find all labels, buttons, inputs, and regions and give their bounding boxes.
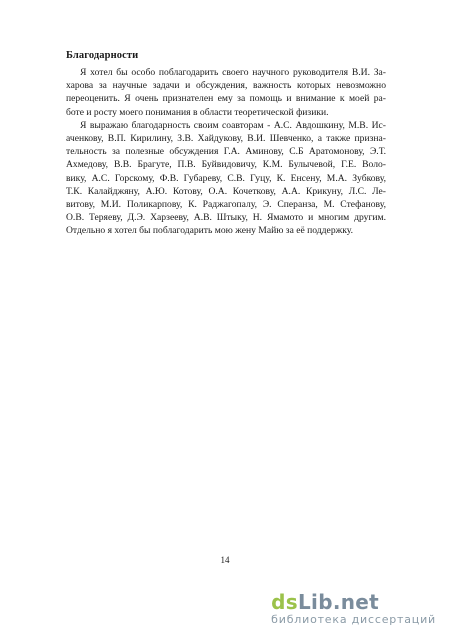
watermark-net: .net — [332, 590, 379, 614]
text-line: тельность за полезные обсуждения Г.А. Аминову, С.Б Аратомонову, Э.Т. — [66, 146, 386, 158]
text-line: Т.К. Калайджяну, А.Ю. Котову, О.А. Кочеткову, А.А. Крикуну, Л.С. Ле- — [66, 185, 386, 197]
text-line: Ахмедову, В.В. Брагуте, П.В. Буйвидовичу, К.М. Булычевой, Г.Е. Воло- — [66, 159, 386, 171]
text-line: аченкову, В.П. Кирилину, З.В. Хайдукову, В.И. Шевченко, а также призна- — [66, 133, 386, 145]
text-line: Я выражаю благодарность своим соавторам - А.С. Авдошкину, М.В. Ис- — [80, 119, 386, 131]
text-line: О.В. Теряеву, Д.Э. Харзееву, А.В. Штыку, Н. Ямамото и многим другим. — [66, 212, 386, 224]
paragraph-1 — [66, 66, 386, 119]
body-text — [66, 66, 386, 238]
dslib-watermark-logo — [271, 592, 436, 626]
text-line: переоценить. Я очень признателен ему за помощь и внимание к моей ра- — [66, 93, 386, 105]
text-line: боте и росту моего понимания в области теоретической физики. — [66, 106, 329, 118]
text-line: витову, М.И. Поликарпову, К. Раджагопалу, Э. Сперанза, М. Стефанову, — [66, 199, 386, 211]
text-line: Отдельно я хотел бы поблагодарить мою жену Майю за её поддержку. — [66, 225, 354, 237]
watermark-brand — [271, 592, 436, 612]
watermark-lib: Lib — [298, 590, 333, 614]
section-heading: Благодарности — [66, 50, 139, 61]
text-line: харова за научные задачи и обсуждения, важность которых невозможно — [66, 80, 386, 92]
watermark-ds: ds — [271, 590, 298, 614]
page-number: 14 — [220, 555, 230, 565]
watermark-subtitle: библиотека диссертаций — [271, 613, 436, 626]
paragraph-2 — [66, 119, 386, 238]
text-line: Я хотел бы особо поблагодарить своего научного руководителя В.И. За- — [80, 67, 386, 78]
text-line: вику, А.С. Горскому, Ф.В. Губареву, С.В. Гуцу, К. Енсену, М.А. Зубкову, — [66, 172, 386, 184]
